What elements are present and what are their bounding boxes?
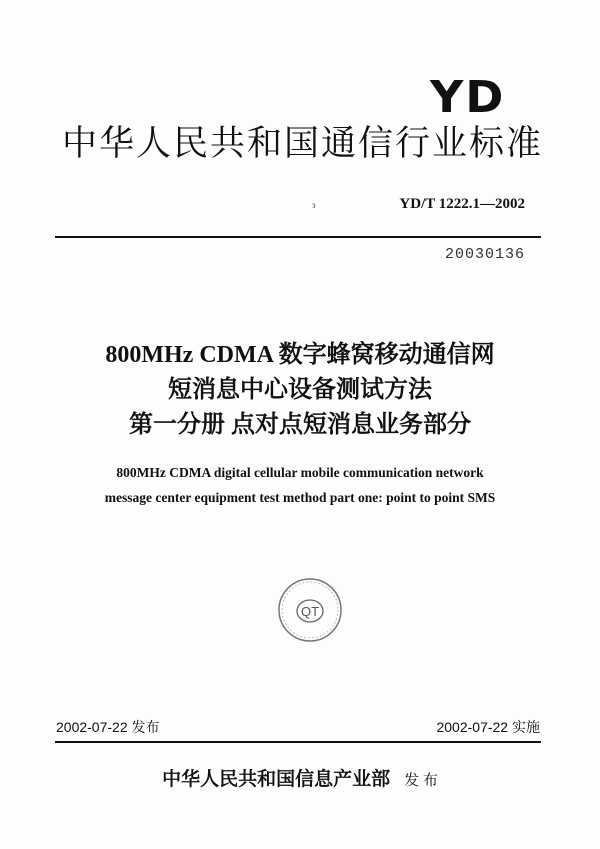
- standard-category-title: 中华人民共和国通信行业标准: [62, 124, 544, 164]
- title-cn-line-3: 第一分册 点对点短消息业务部分: [129, 412, 471, 438]
- seal-text: QT: [300, 604, 320, 619]
- publisher-name: 中华人民共和国信息产业部: [162, 769, 391, 790]
- yd-logo: YD: [430, 71, 506, 123]
- standard-code: YD/T 1222.1—2002: [399, 196, 525, 212]
- issue-date: 2002-07-22 发布: [56, 719, 160, 735]
- scan-mark: з: [312, 200, 316, 210]
- qt-seal-stamp: [277, 577, 343, 643]
- effective-date: 2002-07-22 实施: [436, 719, 540, 735]
- title-en-line-2: message center equipment test method part one: point to point SMS: [104, 490, 496, 505]
- bottom-divider: [55, 741, 541, 743]
- publisher-suffix: 发 布: [404, 773, 438, 789]
- publisher: [0, 764, 600, 791]
- title-en-line-1: 800MHz CDMA digital cellular mobile communication network: [116, 465, 484, 480]
- serial-number: 20030136: [444, 246, 525, 263]
- title-cn-line-1: 800MHz CDMA 数字蜂窝移动通信网: [105, 342, 495, 368]
- title-cn-line-2: 短消息中心设备测试方法: [168, 377, 432, 403]
- top-divider: [55, 236, 541, 238]
